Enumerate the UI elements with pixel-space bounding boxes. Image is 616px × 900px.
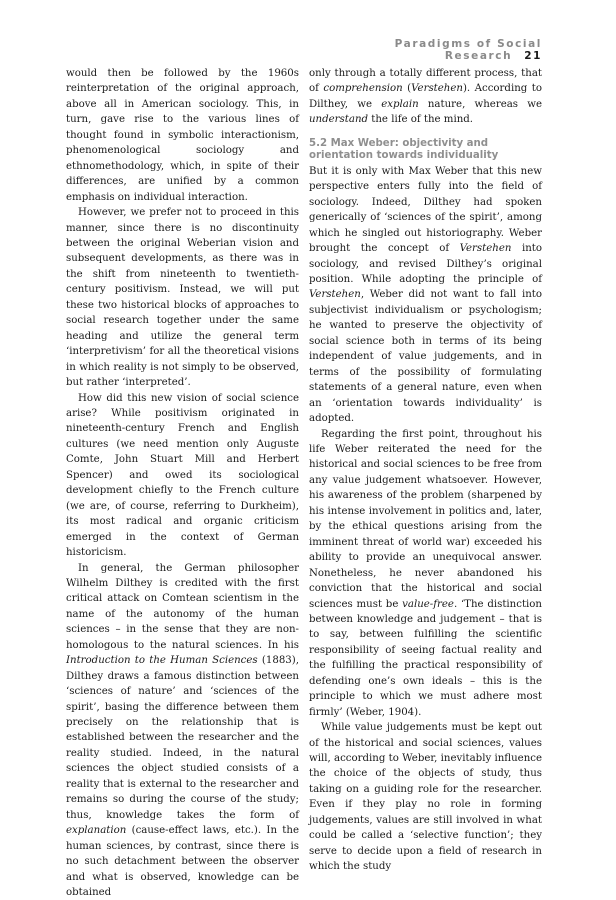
paragraph [309,66,542,128]
text-run: ). According to Dilthey, we [309,83,542,109]
text-run: (cause-effect laws, etc.). In the human sciences, by contrast, since there is no such detachment between the observer and what is observed, knowledge can be obtained [66,825,299,898]
italic-term: value-free. [402,599,457,610]
paragraph: However, we prefer not to proceed in this manner, since there is no discontinuity between the original Weberian vision and subsequent developments, as there was in the shift from nineteenth to twentieth-century positivism. Instead, we will put these two historical blocks of approaches to social research together under the same heading and utilize the general term ‘interpretivism’ for all the theoretical visions in which reality is not simply to be observed, but rather ‘interpreted’. [66,205,299,390]
text-run: But it is only with Max Weber that this new perspective enters fully into the field of sociology. Indeed, Dilthey had spoken generically of ‘sciences of the spirit’, among which he singled out historiography. Weber brought the concept of [309,166,542,254]
italic-term: comprehension [323,83,402,94]
paragraph: would then be followed by the 1960s reinterpretation of the original approach, above all in American sociology. This, in turn, gave rise to the various lines of thought found in symbolic interactionism, phenomenological sociology and ethnomethodology, which, in spite of their differences, are unified by a common emphasis on individual interaction. [66,66,299,205]
right-column [309,66,542,875]
text-run: ( [403,83,411,94]
section-heading-line: 5.2 Max Weber: objectivity and [309,138,488,149]
text-run: In general, the German philosopher Wilhelm Dilthey is credited with the first critical attack on Comtean scientism in the name of the autonomy of the human sciences – in the sense that they are non-homologous to the natural sciences. In his [66,563,299,651]
paragraph [309,164,542,427]
section-heading [309,138,542,163]
paragraph: While value judgements must be kept out of the historical and social sciences, values will, according to Weber, inevitably influence the choice of the objects of study, thus taking on a guiding role for the researcher. Even if they play no role in forming judgements, values are still involved in what could be called a ‘selective function’; they serve to decide upon a field of research in which the study [309,720,542,875]
text-run: (1883), Dilthey draws a famous distinction between ‘sciences of nature’ and ‘sciences of the spirit’, basing the difference between them precisely on the relationship that is established between the researcher and the reality studied. Indeed, in the natural sciences the object studied consists of a reality that is external to the researcher and remains so during the course of the study; thus, knowledge takes the form of [66,655,299,821]
left-column [66,66,299,900]
running-head [310,38,542,62]
paragraph [66,561,299,900]
text-run: , Weber did not want to fall into subjectivist individualism or psychologism; he wanted to preserve the objectivity of social science both in terms of its being independent of value judgements, and in terms of the possibility of formulating statements of a general nature, even when an ‘orientation towards individuality’ is adopted. [309,289,542,424]
italic-term: Verstehen [309,289,361,300]
paragraph: How did this new vision of social science arise? While positivism originated in nineteenth-century French and English cultures (we need mention only Auguste Comte, John Stuart Mill and Herbert Spencer) and owed its sociological development chiefly to the French culture (we are, of course, referring to Durkheim), its most radical and organic criticism emerged in the context of German historicism. [66,391,299,561]
page-number: 21 [524,50,542,62]
text-run: Regarding the first point, throughout his life Weber reiterated the need for the historical and social sciences to be free from any value judgement whatsoever. However, his awareness of the problem (sharpened by his intense involvement in politics and, later, by the ethical questions arising from the imminent threat of world war) exceeded his ability to provide an unequivocal answer. Nonetheless, he never abandoned his conviction that the historical and social sciences must be [309,429,542,610]
text-run: the life of the mind. [368,114,473,125]
italic-term: explanation [66,825,126,836]
text-run: nature, whereas we [419,99,542,110]
text-run: into sociology, and revised Dilthey’s original position. While adopting the principle of [309,243,542,285]
text-run: ‘The distinction between knowledge and judgement – that is to say, between fulfilling the scientific responsibility of seeing factual reality and the fulfilling the practical responsibility of defending one’s own ideals – this is the principle to which we must adhere most firmly’ (Weber, 1904). [309,599,542,718]
section-heading-line: orientation towards individuality [309,150,498,161]
text-run: only through a totally different process, that of [309,68,542,94]
italic-term: Verstehen [460,243,512,254]
italic-term: understand [309,114,368,125]
italic-term: Verstehen [411,83,463,94]
italic-title: Introduction to the Human Sciences [66,655,258,666]
italic-term: explain [381,99,418,110]
paragraph [309,427,542,721]
running-title: Paradigms of Social Research [395,38,542,62]
